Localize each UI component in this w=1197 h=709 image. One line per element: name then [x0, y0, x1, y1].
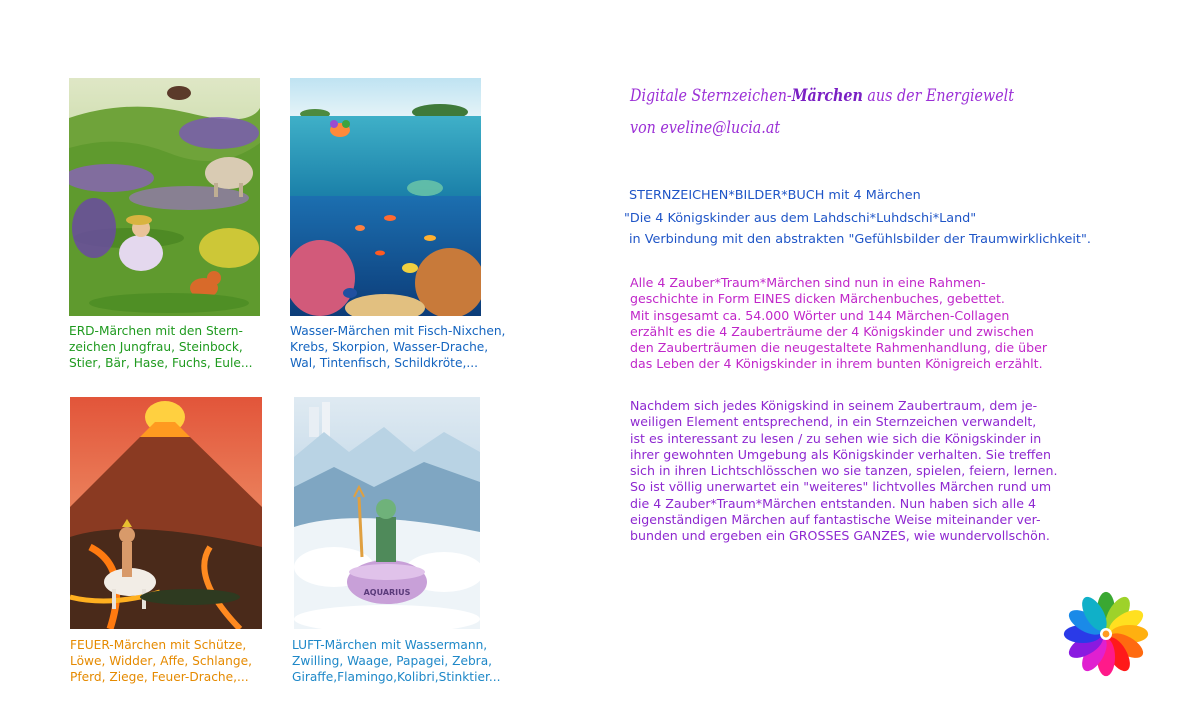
- erd-caption-line-1: ERD-Märchen mit den Stern-: [69, 324, 243, 338]
- luft-caption: [292, 637, 500, 685]
- story-line-5: sich in ihren Lichtschlösschen wo sie tanzen, spielen, feiern, lernen.: [630, 463, 1058, 479]
- intro-line-5: den Zauberträumen die neugestaltete Rahmenhandlung, die über: [630, 340, 1048, 356]
- story-line-7: die 4 Zauber*Traum*Märchen entstanden. Nun haben sich alle 4: [630, 495, 1037, 511]
- luft-maerchen-image: [294, 397, 480, 629]
- story-line-1: Nachdem sich jedes Königskind in seinem Zaubertraum, dem je-: [630, 398, 1038, 413]
- author-line: von eveline@lucia.at: [630, 118, 781, 138]
- book-quote-line-1: "Die 4 Königskinder aus dem Lahdschi*Luhdschi*Land": [624, 211, 977, 226]
- erd-caption: [69, 323, 253, 371]
- story-line-2: weiligen Element entsprechend, in ein Sternzeichen verwandelt,: [630, 414, 1037, 430]
- intro-paragraph: [630, 275, 1047, 373]
- erd-caption-line-2: zeichen Jungfrau, Steinbock,: [69, 340, 243, 354]
- wasser-caption-line-1: Wasser-Märchen mit Fisch-Nixchen,: [290, 324, 506, 338]
- intro-line-6: das Leben der 4 Königskinder in ihrem bunten Königreich erzählt.: [630, 356, 1043, 372]
- feuer-caption-line-3: Pferd, Ziege, Feuer-Drache,...: [70, 670, 249, 684]
- title-prefix: Digitale Sternzeichen-: [630, 86, 792, 106]
- feuer-caption-line-2: Löwe, Widder, Affe, Schlange,: [70, 654, 252, 668]
- title-highlight: Märchen: [791, 86, 863, 106]
- intro-line-2: geschichte in Form EINES dicken Märchenbuches, gebettet.: [630, 291, 1005, 307]
- feuer-maerchen-image: [70, 397, 262, 629]
- rainbow-flower-logo: [1063, 591, 1149, 677]
- book-quote-line-2: in Verbindung mit den abstrakten "Gefühlsbilder der Traumwirklichkeit".: [629, 232, 1091, 247]
- intro-line-4: erzählt es die 4 Zauberträume der 4 Königskinder und zwischen: [630, 323, 1034, 339]
- aquarius-boat-label: AQUARIUS: [363, 588, 411, 597]
- erd-caption-line-3: Stier, Bär, Hase, Fuchs, Eule...: [69, 356, 253, 370]
- intro-line-1: Alle 4 Zauber*Traum*Märchen sind nun in eine Rahmen-: [630, 275, 986, 290]
- story-paragraph: [630, 398, 1058, 545]
- intro-line-3: Mit insgesamt ca. 54.000 Wörter und 144 Märchen-Collagen: [630, 307, 1010, 323]
- wasser-maerchen-image: [290, 78, 481, 316]
- wasser-caption-line-2: Krebs, Skorpion, Wasser-Drache,: [290, 340, 489, 354]
- page-title: [630, 86, 1014, 106]
- luft-caption-line-2: Zwilling, Waage, Papagei, Zebra,: [292, 654, 493, 668]
- story-line-9: bunden und ergeben ein GROSSES GANZES, wie wundervollschön.: [630, 528, 1050, 544]
- story-line-3: ist es interessant zu lesen / zu sehen wie sich die Königskinder in: [630, 430, 1042, 446]
- story-line-8: eigenständigen Märchen auf fantastische Weise miteinander ver-: [630, 512, 1041, 528]
- book-heading: STERNZEICHEN*BILDER*BUCH mit 4 Märchen: [629, 188, 921, 203]
- luft-caption-line-3: Giraffe,Flamingo,Kolibri,Stinktier...: [292, 670, 501, 684]
- feuer-caption-line-1: FEUER-Märchen mit Schütze,: [70, 638, 247, 652]
- story-line-4: ihrer gewohnten Umgebung als Königskinder verhalten. Sie treffen: [630, 446, 1051, 462]
- wasser-caption-line-3: Wal, Tintenfisch, Schildkröte,...: [290, 356, 478, 370]
- luft-caption-line-1: LUFT-Märchen mit Wassermann,: [292, 638, 488, 652]
- wasser-caption: [290, 323, 505, 371]
- story-line-6: So ist völlig unerwartet ein "weiteres" lichtvolles Märchen rund um: [630, 479, 1052, 495]
- title-suffix: aus der Energiewelt: [862, 86, 1014, 106]
- erd-maerchen-image: [69, 78, 260, 316]
- feuer-caption: [70, 637, 252, 685]
